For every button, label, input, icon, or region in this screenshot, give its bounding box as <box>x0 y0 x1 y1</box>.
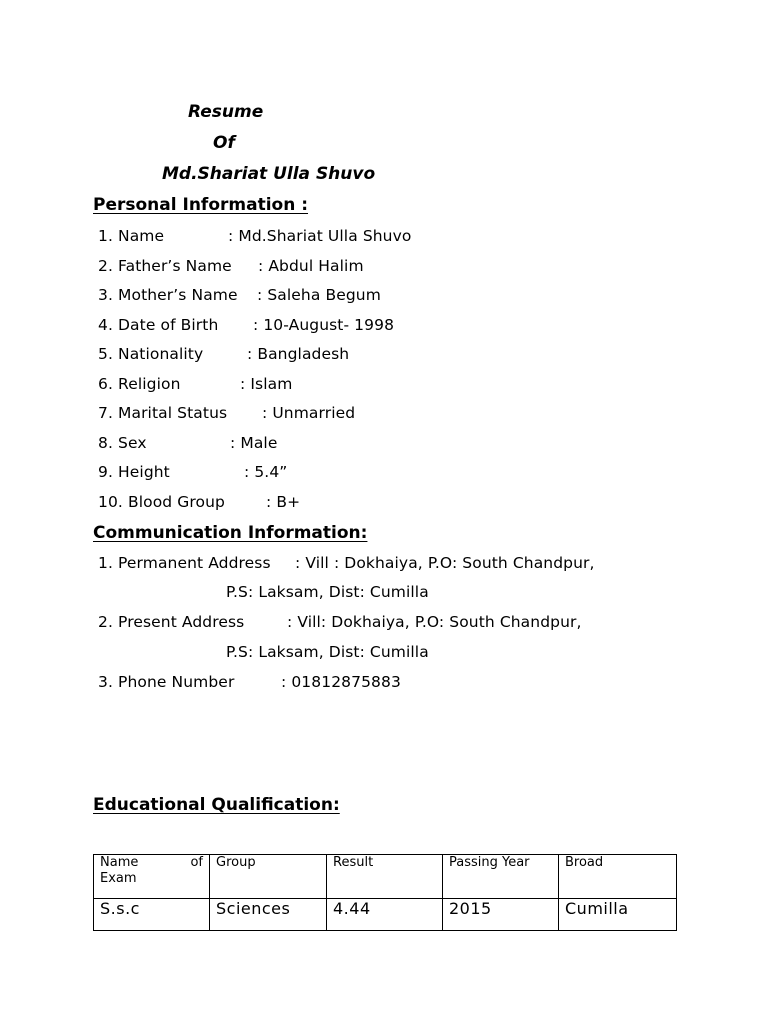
personal-row-marital-status <box>98 404 618 424</box>
field-value: : Saleha Begum <box>257 286 381 304</box>
present-address-line2: P.S: Laksam, Dist: Cumilla <box>226 643 429 661</box>
field-value: : 5.4” <box>244 463 288 481</box>
field-label: 10. Blood Group <box>98 493 225 511</box>
permanent-address-line2: P.S: Laksam, Dist: Cumilla <box>226 583 429 601</box>
field-value: : Unmarried <box>262 404 356 422</box>
cell-passing-year: 2015 <box>443 899 559 931</box>
communication-information-heading: Communication Information: <box>93 523 368 543</box>
field-value: : Islam <box>240 375 293 393</box>
education-table <box>93 854 677 931</box>
cell-result: 4.44 <box>327 899 443 931</box>
permanent-address-row <box>98 554 658 574</box>
column-header-name-of-exam <box>94 855 210 899</box>
phone-number-row <box>98 673 658 693</box>
personal-row-name <box>98 227 618 247</box>
field-label: 3. Mother’s Name <box>98 286 238 304</box>
personal-row-date-of-birth <box>98 316 618 336</box>
column-header-group: Group <box>210 855 327 899</box>
field-value: : Abdul Halim <box>258 257 364 275</box>
present-address-row <box>98 613 658 633</box>
resume-owner-name: Md.Shariat Ulla Shuvo <box>162 164 376 184</box>
cell-broad: Cumilla <box>559 899 677 931</box>
field-label: 2. Present Address <box>98 613 245 631</box>
personal-row-mother-name <box>98 286 618 306</box>
field-label: 2. Father’s Name <box>98 257 232 275</box>
field-value: : Vill : Dokhaiya, P.O: South Chandpur, <box>295 554 595 572</box>
resume-title: Resume <box>188 102 264 122</box>
column-header-broad: Broad <box>559 855 677 899</box>
field-value: : Vill: Dokhaiya, P.O: South Chandpur, <box>287 613 582 631</box>
field-label: 9. Height <box>98 463 170 481</box>
field-label: 1. Name <box>98 227 165 245</box>
column-header-passing-year: Passing Year <box>443 855 559 899</box>
cell-exam: S.s.c <box>94 899 210 931</box>
header-word: Exam <box>100 871 137 886</box>
personal-row-father-name <box>98 257 618 277</box>
personal-row-sex <box>98 434 618 454</box>
personal-row-blood-group <box>98 493 618 513</box>
field-label: 5. Nationality <box>98 345 204 363</box>
cell-group: Sciences <box>210 899 327 931</box>
personal-row-religion <box>98 375 618 395</box>
field-value: : B+ <box>266 493 301 511</box>
field-label: 1. Permanent Address <box>98 554 271 572</box>
field-value: : 01812875883 <box>281 673 401 691</box>
education-table-header-row <box>94 855 677 899</box>
field-label: 8. Sex <box>98 434 147 452</box>
resume-title-of: Of <box>213 133 235 153</box>
field-value: : 10-August- 1998 <box>253 316 395 334</box>
field-label: 4. Date of Birth <box>98 316 219 334</box>
field-label: 3. Phone Number <box>98 673 235 691</box>
header-word: of <box>190 855 203 870</box>
educational-qualification-heading: Educational Qualification: <box>93 795 340 815</box>
field-label: 6. Religion <box>98 375 181 393</box>
personal-information-heading: Personal Information : <box>93 195 309 215</box>
column-header-result: Result <box>327 855 443 899</box>
field-value: : Bangladesh <box>247 345 350 363</box>
field-value: : Male <box>230 434 278 452</box>
field-label: 7. Marital Status <box>98 404 228 422</box>
personal-row-nationality <box>98 345 618 365</box>
header-word: Name <box>100 855 139 870</box>
field-value: : Md.Shariat Ulla Shuvo <box>228 227 412 245</box>
personal-row-height <box>98 463 618 483</box>
table-row <box>94 899 677 931</box>
